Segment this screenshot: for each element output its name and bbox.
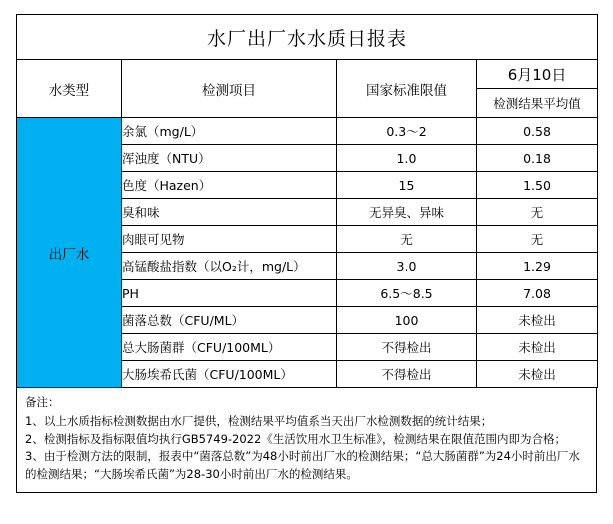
header-water-type: 水类型: [17, 60, 122, 118]
row-limit: 无: [337, 226, 477, 253]
row-limit: 0.3～2: [337, 118, 477, 145]
notes-line-1: 1、以上水质指标检测数据由水厂提供，检测结果平均值系当天出厂水检测数据的统计结果；: [25, 413, 493, 428]
row-limit: 3.0: [337, 253, 477, 280]
header-result-average: 检测结果平均值: [477, 89, 598, 118]
row-limit: 15: [337, 172, 477, 199]
notes-line-3: 3、由于检测方法的限制，报表中“菌落总数”为48小时前出厂水的检测结果；“总大肠菌群”为24小时前出厂水的检测结果；“大肠埃希氏菌”为28-30小时前出厂水的检测结果。: [25, 449, 580, 482]
table-title-row: [17, 15, 598, 60]
row-result: 0.18: [477, 145, 598, 172]
row-result: 未检出: [477, 307, 598, 334]
water-quality-table: [16, 14, 598, 388]
row-item: 高锰酸盐指数（以O₂计，mg/L）: [122, 253, 337, 280]
row-result: 0.58: [477, 118, 598, 145]
row-result: 无: [477, 226, 598, 253]
row-limit: 不得检出: [337, 361, 477, 388]
header-date: 6月10日: [477, 60, 598, 89]
row-result: 未检出: [477, 334, 598, 361]
row-limit: 100: [337, 307, 477, 334]
row-result: 1.29: [477, 253, 598, 280]
header-national-limit: 国家标准限值: [337, 60, 477, 118]
row-item: 总大肠菌群（CFU/100ML）: [122, 334, 337, 361]
table-row: [17, 118, 598, 145]
row-result: 1.50: [477, 172, 598, 199]
row-limit: 不得检出: [337, 334, 477, 361]
row-limit: 无异臭、异味: [337, 199, 477, 226]
row-item: 余氯（mg/L）: [122, 118, 337, 145]
row-item: 菌落总数（CFU/ML）: [122, 307, 337, 334]
row-result: 无: [477, 199, 598, 226]
notes-section: [16, 388, 597, 493]
header-test-item: 检测项目: [122, 60, 337, 118]
row-item: 色度（Hazen）: [122, 172, 337, 199]
page-title: 水厂出厂水水质日报表: [17, 15, 598, 60]
row-limit: 1.0: [337, 145, 477, 172]
row-limit: 6.5～8.5: [337, 280, 477, 307]
table-header-row-1: [17, 60, 598, 89]
notes-title: 备注：: [25, 395, 60, 409]
row-item: 臭和味: [122, 199, 337, 226]
category-label: 出厂水: [17, 118, 122, 388]
row-result: 7.08: [477, 280, 598, 307]
row-item: 浑浊度（NTU）: [122, 145, 337, 172]
notes-line-2: 2、检测指标及指标限值均执行GB5749-2022《生活饮用水卫生标准》，检测结果在限值范围内即为合格；: [25, 431, 567, 446]
row-item: PH: [122, 280, 337, 307]
row-item: 肉眼可见物: [122, 226, 337, 253]
row-item: 大肠埃希氏菌（CFU/100ML）: [122, 361, 337, 388]
row-result: 未检出: [477, 361, 598, 388]
